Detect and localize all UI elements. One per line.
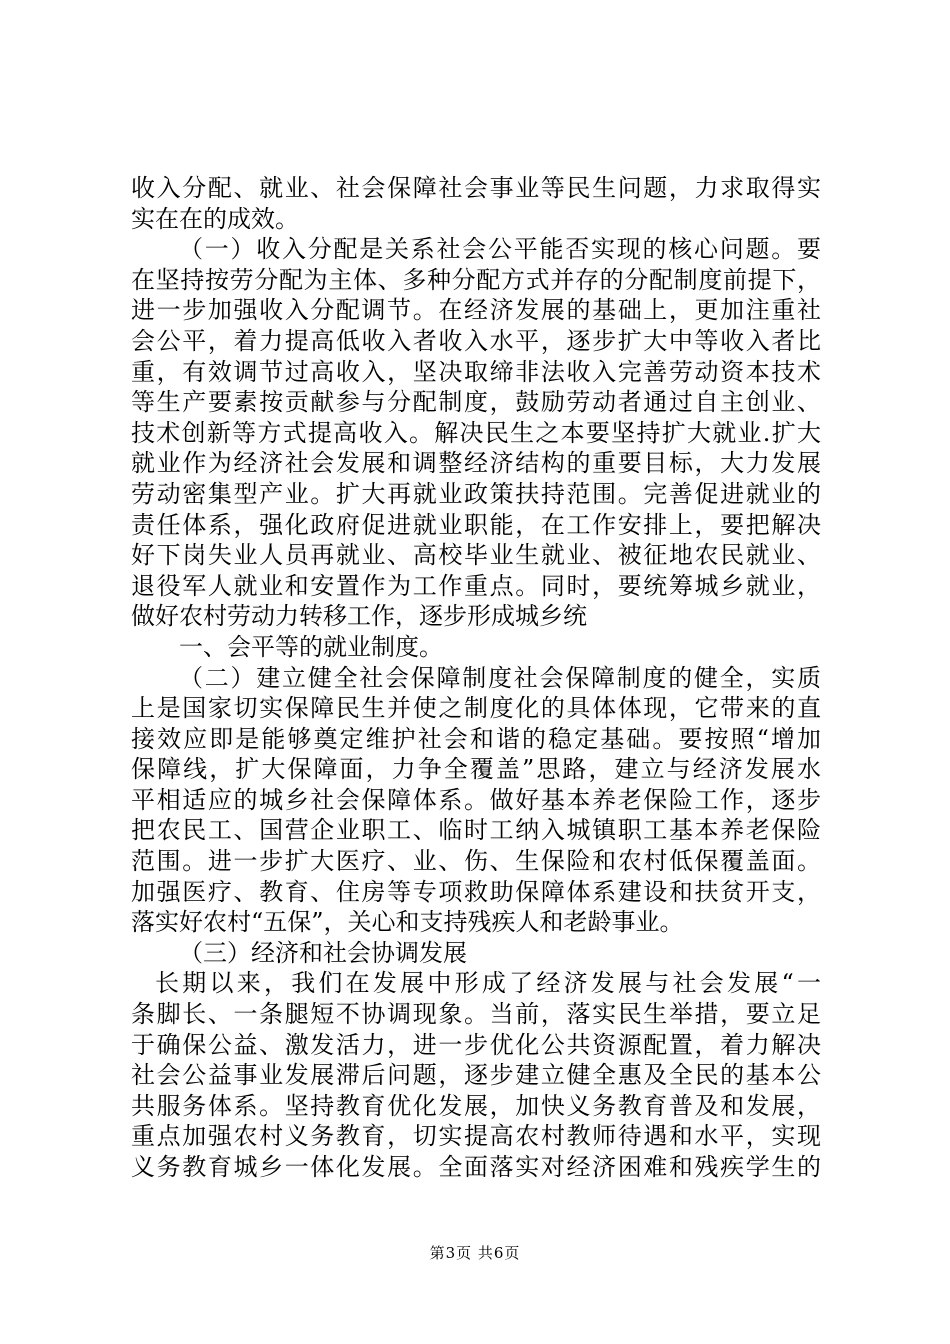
text-line: 在坚持按劳分配为主体、多种分配方式并存的分配制度前提下， xyxy=(131,265,821,294)
text-line: 加强医疗、教育、住房等专项救助保障体系建设和扶贫开支， xyxy=(131,877,821,906)
text-line: 条脚长、一条腿短不协调现象。当前，落实民生举措，要立足 xyxy=(131,1000,821,1029)
text-line: 上是国家切实保障民生并使之制度化的具体体现，它带来的直 xyxy=(131,694,821,723)
text-line: 长期以来，我们在发展中形成了经济发展与社会发展“一 xyxy=(155,969,821,998)
document-body xyxy=(131,173,821,1183)
text-line: 劳动密集型产业。扩大再就业政策扶持范围。完善促进就业的 xyxy=(131,479,821,508)
text-line: 好下岗失业人员再就业、高校毕业生就业、被征地农民就业、 xyxy=(131,541,821,570)
text-line: 做好农村劳动力转移工作，逐步形成城乡统 xyxy=(131,602,587,631)
text-line: 把农民工、国营企业职工、临时工纳入城镇职工基本养老保险 xyxy=(131,816,821,845)
text-line: 实在在的成效。 xyxy=(131,204,299,233)
text-line: （二）建立健全社会保障制度社会保障制度的健全，实质 xyxy=(179,663,821,692)
text-line: 重点加强农村义务教育，切实提高农村教师待遇和水平，实现 xyxy=(131,1122,821,1151)
page-footer: 第3页 共6页 xyxy=(429,1244,521,1262)
text-line: 就业作为经济社会发展和调整经济结构的重要目标，大力发展 xyxy=(131,449,821,478)
text-line: 重，有效调节过高收入，坚决取缔非法收入完善劳动资本技术 xyxy=(131,357,821,386)
text-line: 一、会平等的就业制度。 xyxy=(179,632,443,661)
text-line: 责任体系，强化政府促进就业职能，在工作安排上，要把解决 xyxy=(131,510,821,539)
text-line: 退役军人就业和安置作为工作重点。同时，要统筹城乡就业， xyxy=(131,571,821,600)
text-line: 等生产要素按贡献参与分配制度，鼓励劳动者通过自主创业、 xyxy=(131,388,821,417)
text-line: 接效应即是能够奠定维护社会和谐的稳定基础。要按照“增加 xyxy=(131,724,821,753)
text-line: 落实好农村“五保”，关心和支持残疾人和老龄事业。 xyxy=(131,908,684,937)
text-line: 于确保公益、激发活力，进一步优化公共资源配置，着力解决 xyxy=(131,1030,821,1059)
text-line: （一）收入分配是关系社会公平能否实现的核心问题。要 xyxy=(179,235,821,264)
text-line: 收入分配、就业、社会保障社会事业等民生问题，力求取得实 xyxy=(131,174,821,202)
text-line: 技术创新等方式提高收入。解决民生之本要坚持扩大就业.扩大 xyxy=(131,418,821,447)
text-line: 进一步加强收入分配调节。在经济发展的基础上，更加注重社 xyxy=(131,296,821,325)
text-line: 共服务体系。坚持教育优化发展，加快义务教育普及和发展， xyxy=(131,1091,821,1120)
text-line: 义务教育城乡一体化发展。全面落实对经济困难和残疾学生的 xyxy=(131,1153,821,1181)
text-line: 保障线，扩大保障面，力争全覆盖”思路，建立与经济发展水 xyxy=(131,755,821,784)
text-line: （三）经济和社会协调发展 xyxy=(179,938,467,967)
text-line: 会公平，着力提高低收入者收入水平，逐步扩大中等收入者比 xyxy=(131,326,821,355)
text-line: 范围。进一步扩大医疗、业、伤、生保险和农村低保覆盖面。 xyxy=(131,847,821,876)
text-line: 社会公益事业发展滞后问题，逐步建立健全惠及全民的基本公 xyxy=(131,1061,821,1090)
text-line: 平相适应的城乡社会保障体系。做好基本养老保险工作，逐步 xyxy=(131,785,821,814)
